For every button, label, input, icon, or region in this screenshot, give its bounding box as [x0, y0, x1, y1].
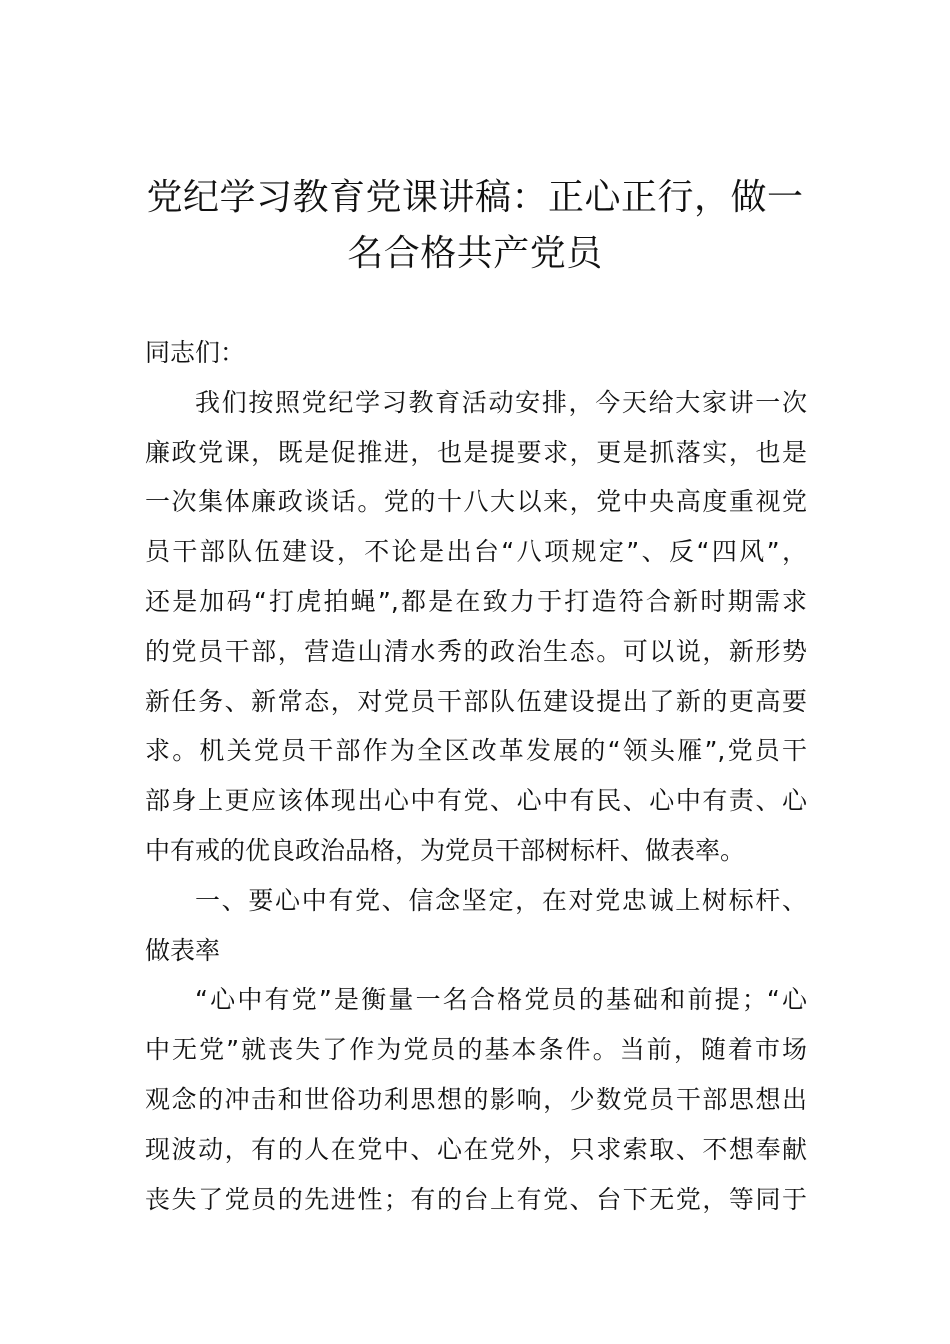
text-line: 现波动，有的人在党中、心在党外，只求索取、不想奉献 — [145, 1134, 807, 1164]
text-line: 求。机关党员干部作为全区改革发展的“领头雁”,党员干 — [145, 736, 807, 766]
document-title — [120, 170, 830, 282]
document-body — [145, 328, 807, 1224]
salutation: 同志们： — [145, 338, 246, 367]
section-heading-1 — [145, 876, 807, 976]
text-line: 部身上更应该体现出心中有党、心中有民、心中有责、心 — [145, 786, 807, 816]
text-line: 员干部队伍建设，不论是出台“八项规定”、反“四风”， — [145, 537, 807, 567]
text-line: 观念的冲击和世俗功利思想的影响，少数党员干部思想出 — [145, 1084, 807, 1114]
text-line: 新任务、新常态，对党员干部队伍建设提出了新的更高要 — [145, 686, 807, 716]
text-line: 廉政党课，既是促推进，也是提要求，更是抓落实，也是 — [145, 437, 807, 467]
text-line: 的党员干部，营造山清水秀的政治生态。可以说，新形势 — [145, 636, 807, 666]
text-line: 还是加码“打虎拍蝇”,都是在致力于打造符合新时期需求 — [145, 586, 807, 616]
heading-line: 一、要心中有党、信念坚定，在对党忠诚上树标杆、 — [195, 885, 807, 915]
paragraph-section-1 — [145, 975, 807, 1224]
text-line: 中无党”就丧失了作为党员的基本条件。当前，随着市场 — [145, 1035, 807, 1065]
title-line: 党纪学习教育党课讲稿：正心正行，做一 — [146, 177, 804, 218]
text-line: 我们按照党纪学习教育活动安排，今天给大家讲一次 — [195, 387, 807, 417]
text-line: 中有戒的优良政治品格，为党员干部树标杆、做表率。 — [145, 835, 746, 865]
text-line: 丧失了党员的先进性；有的台上有党、台下无党，等同于 — [145, 1184, 807, 1214]
text-line: 一次集体廉政谈话。党的十八大以来，党中央高度重视党 — [145, 487, 807, 517]
heading-line: 做表率 — [145, 935, 221, 965]
text-line: “心中有党”是衡量一名合格党员的基础和前提；“心 — [195, 985, 807, 1015]
paragraph-intro — [145, 378, 807, 876]
title-line: 名合格共产党员 — [347, 233, 603, 274]
